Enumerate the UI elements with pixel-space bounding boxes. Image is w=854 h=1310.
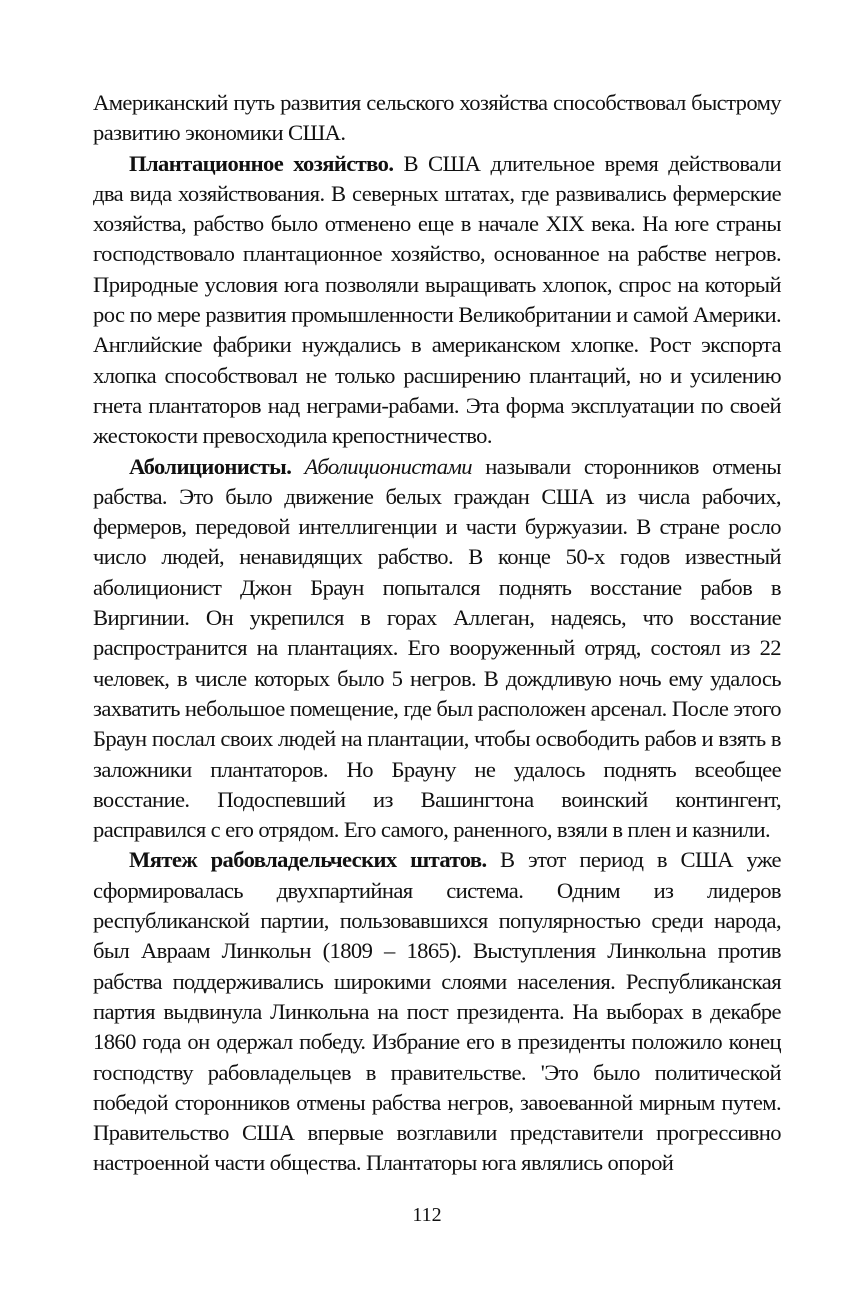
paragraph-text: Американский путь развития сельского хозяйства способствовал быстрому развитию экономики США. <box>93 90 781 146</box>
page-number: 112 <box>412 1204 442 1226</box>
section-heading-rebellion: Мятеж рабовладельческих штатов. <box>129 847 487 873</box>
section-heading-plantation: Плантационное хозяйство. <box>129 150 394 176</box>
paragraph-plantation <box>93 149 781 452</box>
page-content <box>93 88 781 1179</box>
italic-term: Аболиционистами <box>304 453 472 479</box>
paragraph-text: В США длительное время действовали два вида хозяйствования. В северных штатах, где развивались фермерские хозяйства, рабство было отменено еще в начале XIX века. На юге страны господствовало плантационное хозяйство, основанное на рабстве негров. Природные условия юга позволяли выращивать хлопок, спрос на который рос по мере развития промышленности Великобритании и самой Америки. Английские фабрики нуждались в американском хлопке. Рост экспорта хлопка способствовал не только расширению плантаций, но и усилению гнета плантаторов над неграми-рабами. Эта форма эксплуатации по своей жестокости превосходила крепостничество. <box>93 150 781 449</box>
text-body <box>93 88 781 1179</box>
paragraph-rebellion <box>93 845 781 1178</box>
paragraph-text: В этот период в США уже сформировалась двухпартийная система. Одним из лидеров республиканской партии, пользовавшихся популярностью среди народа, был Авраам Линкольн (1809 – 1865). Выступления Линкольна против рабства поддерживались широкими слоями населения. Республиканская партия выдвинула Линкольна на пост президента. На выборах в декабре 1860 года он одержал победу. Избрание его в президенты положило конец господству рабовладельцев в правительстве. 'Это было политической победой сторонников отмены рабства негров, завоеванной мирным путем. Правительство США впервые возглавили представители прогрессивно настроенной части общества. Плантаторы юга являлись опорой <box>93 847 781 1176</box>
paragraph-abolitionists <box>93 452 781 846</box>
paragraph-text: называли сторонников отмены рабства. Это было движение белых граждан США из числа рабочих, фермеров, передовой интеллигенции и части буржуазии. В стране росло число людей, ненавидящих рабство. В конце 50-х годов известный аболиционист Джон Браун попытался поднять восстание рабов в Виргинии. Он укрепился в горах Аллеган, надеясь, что восстание распространится на плантациях. Его вооруженный отряд, состоял из 22 человек, в числе которых было 5 негров. В дождливую ночь ему удалось захватить небольшое помещение, где был расположен арсенал. После этого Браун послал своих людей на плантации, чтобы освободить рабов и взять в заложники плантаторов. Но Брауну не удалось поднять всеобщее восстание. Подоспевший из Вашингтона воинский контингент, расправился с его отрядом. Его самого, раненного, взяли в плен и казнили. <box>93 453 781 843</box>
paragraph-intro <box>93 88 781 149</box>
section-heading-abolitionists: Аболиционисты. <box>129 453 292 479</box>
